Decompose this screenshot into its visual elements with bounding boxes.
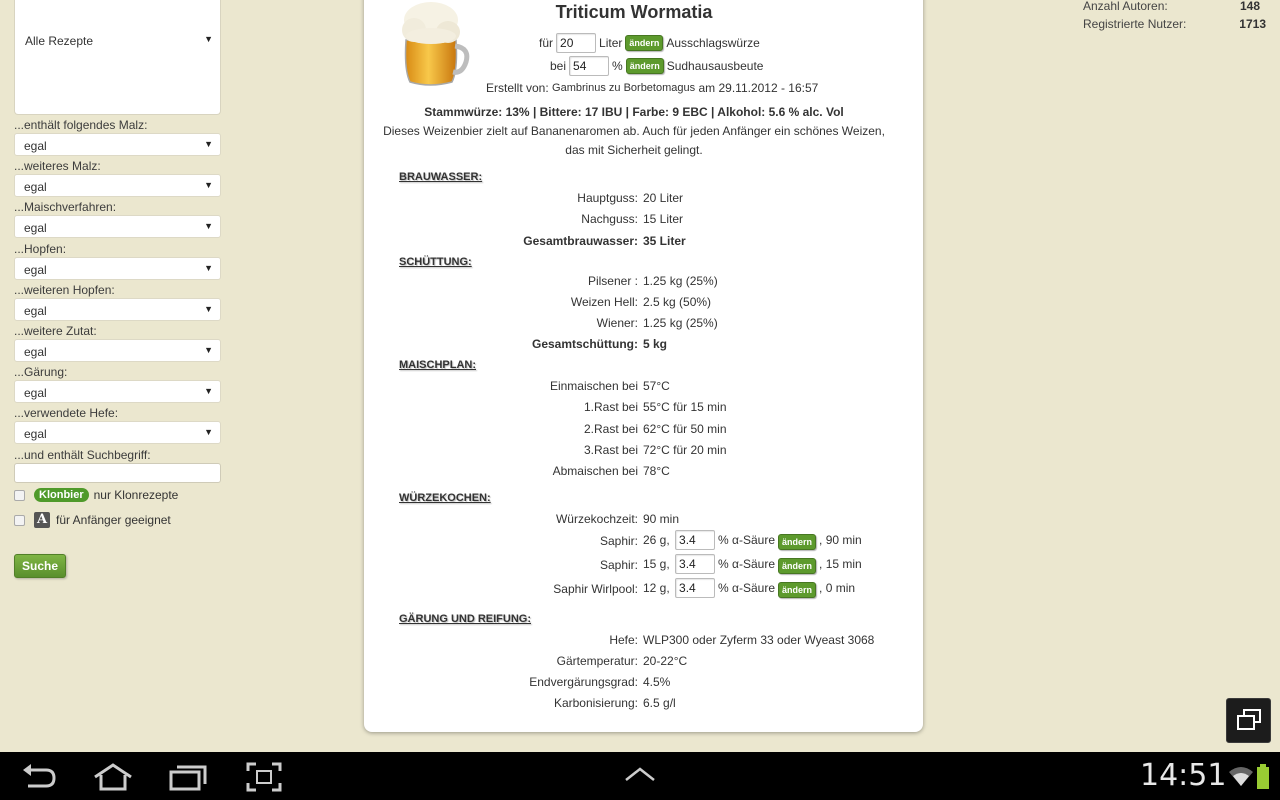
malt-value: 1.25 kg (25%) [643, 274, 718, 288]
mash-step-value: 55°C für 15 min [643, 400, 727, 414]
wifi-icon [1228, 764, 1254, 788]
hop-label: Saphir Wirlpool: [553, 582, 638, 596]
volume-input[interactable]: 20 [556, 33, 596, 53]
klon-checkbox[interactable] [14, 490, 25, 501]
alpha-label: % α-Säure [718, 557, 776, 571]
fermentation-value: 4.5% [643, 675, 671, 689]
created-date: am 29.11.2012 - 16:57 [698, 81, 819, 95]
filter-select-weiteren-hopfen[interactable] [14, 298, 221, 321]
authors-count-label: Anzahl Autoren: [1083, 0, 1168, 13]
users-count-label: Registrierte Nutzer: [1083, 17, 1187, 31]
beginner-filter-label: für Anfänger geeignet [56, 513, 171, 527]
recipe-description-2: das mit Sicherheit gelingt. [565, 143, 703, 157]
chevron-down-icon: ▼ [204, 221, 213, 231]
filter-label-weiteres-malz: ...weiteres Malz: [14, 159, 101, 173]
fermentation-value: 20-22°C [643, 654, 688, 668]
alpha-label: % α-Säure [718, 581, 776, 595]
brauwasser-total-value: 35 Liter [643, 234, 686, 248]
filter-select-malz[interactable] [14, 133, 221, 156]
alpha-label: % α-Säure [718, 533, 776, 547]
screenshot-icon[interactable] [246, 762, 282, 792]
hop-row [643, 578, 855, 598]
authors-count-value: 148 [1239, 0, 1260, 13]
filter-select-gaerung[interactable] [14, 380, 221, 403]
wuerzekochen-heading: WÜRZEKOCHEN: [399, 492, 491, 504]
filter-select-value: egal [24, 139, 47, 153]
brauwasser-heading: BRAUWASSER: [399, 171, 483, 183]
fermentation-label: Endvergärungsgrad: [529, 675, 638, 689]
brauwasser-total-label: Gesamtbrauwasser: [523, 234, 638, 248]
mash-step-label: 3.Rast bei [583, 443, 638, 457]
chevron-down-icon: ▼ [204, 139, 213, 149]
klon-filter-row [14, 486, 178, 504]
gaerung-heading: GÄRUNG UND REIFUNG: [399, 613, 531, 625]
brauwasser-label: Hauptguss: [577, 191, 638, 205]
chevron-down-icon: ▼ [204, 304, 213, 314]
filter-select-hopfen[interactable] [14, 257, 221, 280]
volume-prefix: für [539, 36, 554, 50]
brauwasser-label: Nachguss: [581, 212, 638, 226]
chevron-down-icon: ▼ [204, 345, 213, 355]
beginner-checkbox[interactable] [14, 515, 25, 526]
malt-label: Pilsener : [587, 274, 638, 288]
mash-step-value: 62°C für 50 min [643, 422, 727, 436]
created-by-row [486, 81, 818, 95]
chevron-down-icon: ▼ [204, 34, 213, 44]
alpha-input[interactable]: 3.4 [675, 578, 715, 598]
created-prefix: Erstellt von: [486, 81, 549, 95]
alpha-input[interactable]: 3.4 [675, 530, 715, 550]
multi-window-button[interactable] [1226, 698, 1271, 743]
change-volume-button[interactable]: ändern [625, 35, 663, 51]
klonbier-badge: Klonbier [34, 488, 89, 502]
efficiency-row [550, 56, 763, 76]
fermentation-label: Hefe: [609, 633, 638, 647]
hop-time: , 15 min [819, 557, 862, 571]
category-select-value: Alle Rezepte [25, 34, 94, 48]
filter-select-value: egal [24, 221, 47, 235]
volume-row [539, 33, 760, 53]
filter-select-value: egal [24, 386, 47, 400]
mash-step-label: Abmaischen bei [552, 464, 638, 478]
mash-step-value: 78°C [643, 464, 670, 478]
hop-amount: 15 g, [643, 557, 670, 571]
recipe-description-1: Dieses Weizenbier zielt auf Bananenaromen ab. Auch für jeden Anfänger ein schönes Weizen, [383, 124, 885, 138]
battery-icon [1256, 764, 1270, 790]
hop-row [643, 554, 862, 574]
fermentation-label: Gärtemperatur: [556, 654, 638, 668]
mash-step-value: 72°C für 20 min [643, 443, 727, 457]
change-alpha-button[interactable]: ändern [778, 534, 816, 550]
recipe-title [364, 2, 944, 23]
change-efficiency-button[interactable]: ändern [626, 58, 664, 74]
back-icon[interactable] [20, 762, 58, 792]
filter-label-hefe: ...verwendete Hefe: [14, 406, 119, 420]
efficiency-unit: % [612, 59, 623, 73]
filter-label-weiteren-hopfen: ...weiteren Hopfen: [14, 283, 115, 297]
malt-total-value: 5 kg [643, 337, 668, 351]
sudhaus-label: Sudhausausbeute [666, 59, 764, 73]
hop-time: , 0 min [819, 581, 856, 595]
filter-select-value: egal [24, 427, 47, 441]
beginner-badge-icon: A [34, 512, 50, 528]
mash-step-label: Einmaischen bei [549, 379, 638, 393]
mash-step-label: 2.Rast bei [583, 422, 638, 436]
filter-select-weiteres-malz[interactable] [14, 174, 221, 197]
efficiency-prefix: bei [550, 59, 567, 73]
hop-label: Saphir: [599, 534, 638, 548]
filter-select-value: egal [24, 263, 47, 277]
filter-label-gaerung: ...Gärung: [14, 365, 68, 379]
filter-select-weitere-zutat[interactable] [14, 339, 221, 362]
malt-label: Weizen Hell: [570, 295, 638, 309]
hop-amount: 26 g, [643, 533, 670, 547]
users-count-value: 1713 [1239, 17, 1266, 31]
system-navigation-bar [0, 752, 1280, 800]
mash-step-value: 57°C [643, 379, 670, 393]
malt-value: 2.5 kg (50%) [643, 295, 712, 309]
filter-select-value: egal [24, 304, 47, 318]
chevron-down-icon: ▼ [204, 427, 213, 437]
alpha-input[interactable]: 3.4 [675, 554, 715, 574]
filter-select-value: egal [24, 345, 47, 359]
fermentation-label: Karbonisierung: [553, 696, 638, 710]
filter-label-maischverfahren: ...Maischverfahren: [14, 200, 117, 214]
beginner-filter-row [14, 511, 171, 529]
filter-label-malz: ...enthält folgendes Malz: [14, 118, 148, 132]
change-alpha-button[interactable]: ändern [778, 558, 816, 574]
efficiency-input[interactable]: 54 [569, 56, 609, 76]
filter-select-maischverfahren[interactable] [14, 215, 221, 238]
recipe-stats: Stammwürze: 13% | Bittere: 17 IBU | Farbe: 9 EBC | Alkohol: 5.6 % alc. Vol [424, 105, 844, 119]
fermentation-value: 6.5 g/l [643, 696, 676, 710]
brauwasser-value: 15 Liter [643, 212, 684, 226]
change-alpha-button[interactable]: ändern [778, 582, 816, 598]
volume-unit: Liter [599, 36, 623, 50]
search-term-label: ...und enthält Suchbegriff: [14, 448, 151, 462]
malt-total-label: Gesamtschüttung: [531, 337, 638, 351]
chevron-down-icon: ▼ [204, 386, 213, 396]
recent-apps-icon[interactable] [168, 762, 208, 792]
author-link[interactable]: Gambrinus zu Borbetomagus [552, 82, 696, 94]
multi-window-icon [1227, 699, 1272, 744]
brauwasser-value: 20 Liter [643, 191, 684, 205]
fermentation-value: WLP300 oder Zyferm 33 oder Wyeast 3068 [643, 633, 875, 647]
schuettung-heading: SCHÜTTUNG: [399, 256, 472, 268]
chevron-up-icon[interactable] [624, 766, 656, 782]
search-term-input[interactable] [14, 463, 221, 483]
filter-label-weitere-zutat: ...weitere Zutat: [14, 324, 97, 338]
hop-time: , 90 min [819, 533, 862, 547]
malt-label: Wiener: [596, 316, 638, 330]
filter-select-value: egal [24, 180, 47, 194]
boil-time-value: 90 min [643, 512, 680, 526]
search-button[interactable]: Suche [14, 554, 66, 578]
filter-label-hopfen: ...Hopfen: [14, 242, 67, 256]
chevron-down-icon: ▼ [204, 180, 213, 190]
hop-row [643, 530, 862, 550]
filter-select-hefe[interactable] [14, 421, 221, 444]
boil-time-label: Würzekochzeit: [555, 512, 638, 526]
malt-value: 1.25 kg (25%) [643, 316, 718, 330]
chevron-down-icon: ▼ [204, 263, 213, 273]
category-select[interactable] [14, 0, 221, 115]
hop-amount: 12 g, [643, 581, 670, 595]
maischplan-heading: MAISCHPLAN: [399, 359, 476, 371]
status-clock: 14:51 [1140, 758, 1227, 793]
klon-filter-label: nur Klonrezepte [93, 488, 179, 502]
home-icon[interactable] [92, 762, 134, 792]
recipe-title-text: Triticum Wormatia [555, 2, 713, 22]
hop-label: Saphir: [599, 558, 638, 572]
mash-step-label: 1.Rast bei [583, 400, 638, 414]
ausschlag-label: Ausschlagswürze [666, 36, 760, 50]
